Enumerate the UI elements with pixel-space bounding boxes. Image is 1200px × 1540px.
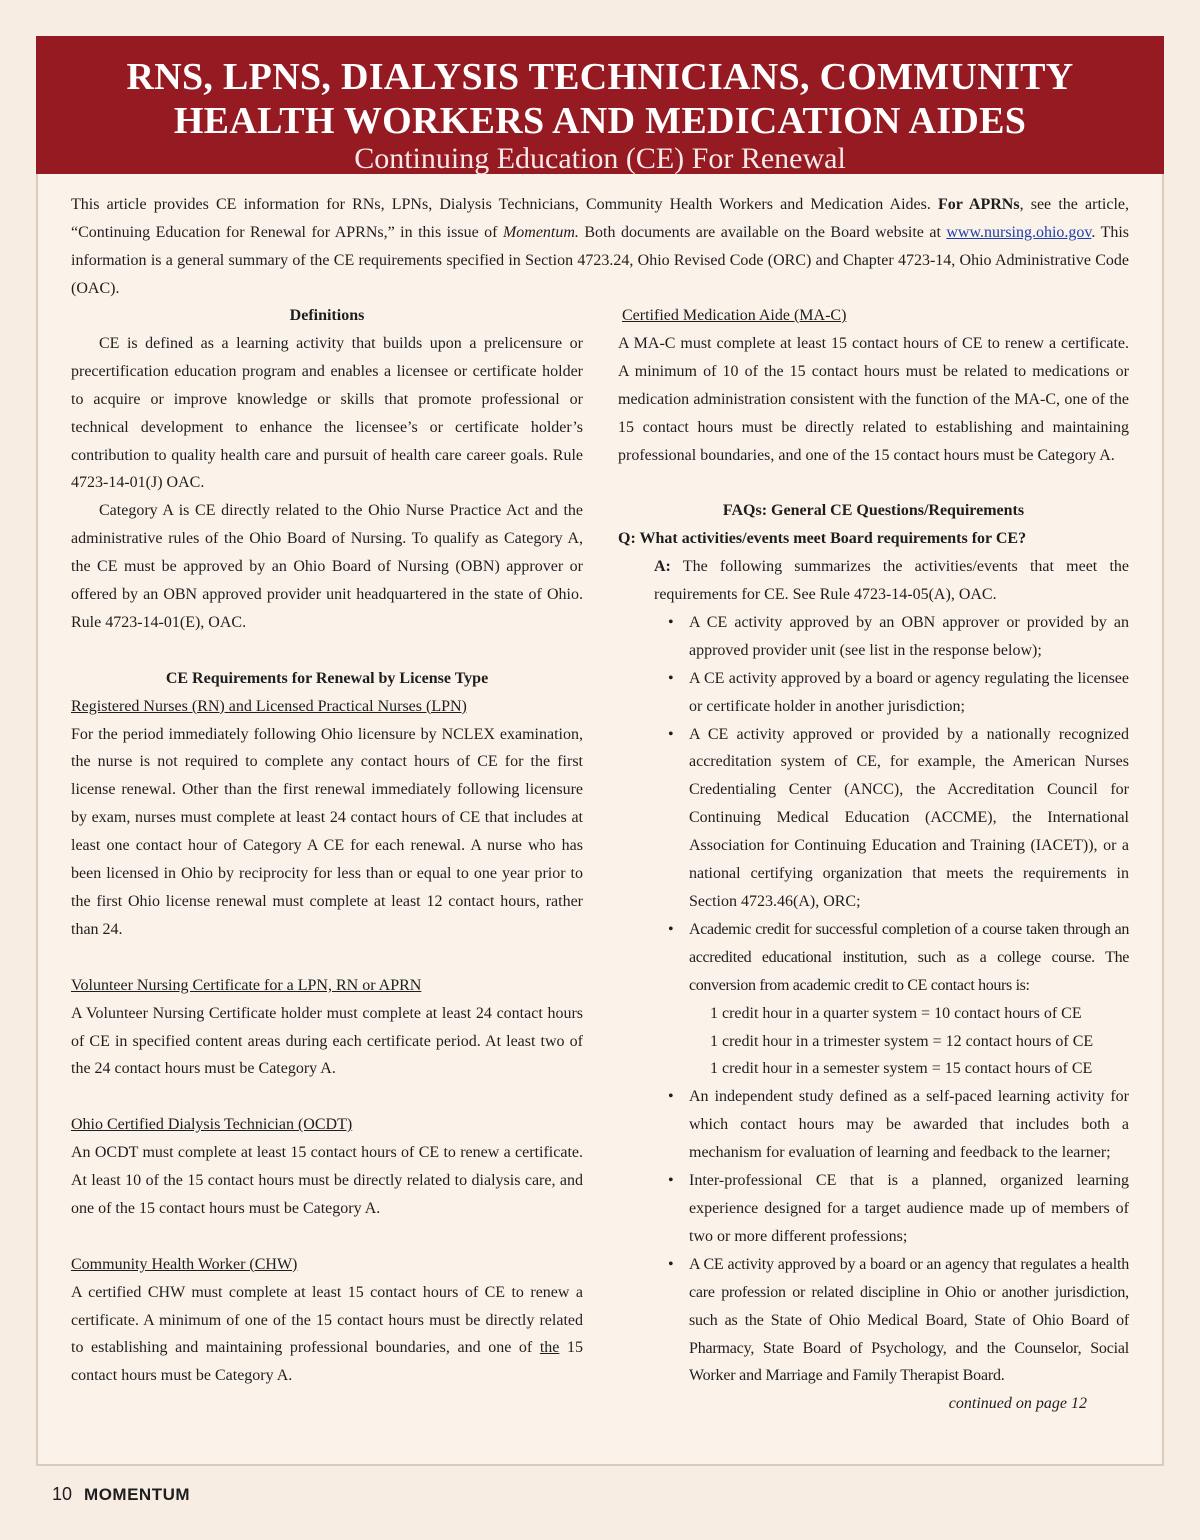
faq-question: Q: What activities/events meet Board requirements for CE? (618, 530, 1027, 548)
page-title (36, 36, 1164, 143)
left-column (71, 302, 583, 1390)
list-item-text: Inter-professional CE that is a planned, organized learning experience designed for a target audience made up of members of two or more different professions; (689, 1172, 1129, 1245)
intro-text: Both documents are available on the Board website at (578, 224, 947, 241)
list-item-text: A CE activity approved by a board or agency regulating the licensee or certificate holder in another jurisdiction; (689, 669, 1129, 715)
list-item (618, 609, 1129, 665)
list-item (618, 1083, 1129, 1167)
bullet-icon: • (668, 613, 674, 631)
mac-heading-text: Certified Medication Aide (MA-C) (622, 307, 847, 324)
list-item-text: A CE activity approved by a board or an agency that regulates a health care profession or related discipline in Ohio or another jurisdiction, such as the State of Ohio Medical Board, State of Ohio Board of Pharmacy, State Board of Psychology, and the Counselor, Social Worker and Marriage and Family Therapist Board. (689, 1255, 1129, 1385)
rn-lpn-text: For the period immediately following Ohio licensure by NCLEX examination, the nurse is not required to complete any contact hours of CE for the first license renewal. Other than the first renewal immediately following licensure by exam, nurses must complete at least 24 contact hours of CE that includes at least one contact hour of Category A CE for each renewal. A nurse who has been licensed in Ohio by reciprocity for less than or equal to one year prior to the first Ohio license renewal must complete at least 12 contact hours, rather than 24. (71, 725, 583, 938)
page-number: 10 (52, 1484, 73, 1504)
page-subtitle: Continuing Education (CE) For Renewal (354, 142, 846, 175)
intro-bold: For APRNs (938, 196, 1020, 213)
ce-activity-list-continued (618, 1083, 1129, 1390)
chw-text-part: 15 contact hours must be Category A. (71, 1339, 583, 1385)
list-item (618, 665, 1129, 721)
answer-label: A: (654, 558, 671, 576)
answer-text: The following summarizes the activities/events that meet the requirements for CE. See Rule 4723-14-05(A), OAC. (654, 558, 1129, 604)
title-banner (36, 36, 1164, 174)
ce-activity-list (618, 609, 1129, 1000)
bullet-icon: • (668, 669, 674, 687)
list-item (618, 916, 1129, 1000)
rn-lpn-heading: Registered Nurses (RN) and Licensed Practical Nurses (LPN) (71, 697, 467, 715)
mac-text: A MA-C must complete at least 15 contact hours of CE to renew a certificate. A minimum of 10 of the 15 contact hours must be related to medications or medication administration consistent with the function of the MA-C, one of the 15 contact hours must be directly related to establishing and maintaining professional boundaries, and one of the 15 contact hours must be Category A. (618, 334, 1129, 464)
list-item-text: A CE activity approved by an OBN approver or provided by an approved provider unit (see list in the response below); (689, 613, 1129, 659)
volunteer-text: A Volunteer Nursing Certificate holder must complete at least 24 contact hours of CE in specified content areas during each certificate period. At least two of the 24 contact hours must be Category A. (71, 1004, 583, 1078)
right-column (618, 302, 1129, 1418)
page-footer (52, 1484, 190, 1505)
requirements-heading: CE Requirements for Renewal by License Type (165, 669, 489, 687)
list-item (618, 1167, 1129, 1251)
ocdt-heading: Ohio Certified Dialysis Technician (OCDT) (71, 1116, 353, 1134)
magazine-name: MOMENTUM (84, 1485, 191, 1504)
chw-text (71, 1279, 583, 1391)
conversion-line: 1 credit hour in a quarter system = 10 contact hours of CE (710, 1004, 1082, 1022)
continued-note: continued on page 12 (948, 1395, 1087, 1413)
mac-heading (618, 302, 1129, 330)
bullet-icon: • (668, 1255, 674, 1273)
definitions-paragraph-2: Category A is CE directly related to the Ohio Nurse Practice Act and the administrative rules of the Ohio Board of Nursing. To qualify as Category A, the CE must be approved by an Ohio Board of Nursing (OBN) approver or offered by an OBN approved provider unit headquartered in the state of Ohio. Rule 4723-14-01(E), OAC. (71, 502, 583, 631)
chw-heading: Community Health Worker (CHW) (71, 1255, 298, 1273)
list-item (618, 721, 1129, 916)
faq-answer (618, 553, 1129, 609)
title-line-2: HEALTH WORKERS AND MEDICATION AIDES (173, 100, 1027, 142)
title-line-1: RNS, LPNS, DIALYSIS TECHNICIANS, COMMUNITY (126, 56, 1074, 98)
chw-text-underlined: the (539, 1339, 560, 1357)
chw-text-part: A certified CHW must complete at least 15 contact hours of CE to renew a certificate. A minimum of one of the 15 contact hours must be directly related to establishing and maintaining professional boundaries, and one of (71, 1283, 583, 1357)
intro-paragraph (71, 191, 1129, 303)
volunteer-heading: Volunteer Nursing Certificate for a LPN, RN or APRN (71, 976, 422, 994)
conversion-line: 1 credit hour in a semester system = 15 contact hours of CE (710, 1060, 1093, 1078)
list-item (618, 1251, 1129, 1391)
intro-text: . This information is a general summary of the CE requirements specified in Section 4723.24, Ohio Revised Code (ORC) and Chapter 4723-14, Ohio Administrative Code (OAC). (71, 224, 1130, 297)
bullet-icon: • (668, 920, 674, 938)
bullet-icon: • (668, 1088, 674, 1106)
conversion-line: 1 credit hour in a trimester system = 12 contact hours of CE (710, 1032, 1094, 1050)
bullet-icon: • (668, 1172, 674, 1190)
bullet-icon: • (668, 725, 674, 743)
definitions-heading: Definitions (289, 307, 365, 324)
intro-text: , see the article, “Continuing Education for Renewal for APRNs,” in this issue of (71, 196, 1129, 241)
list-item-text: A CE activity approved or provided by a nationally recognized accreditation system of CE, for example, the American Nurses Credentialing Center (ANCC), the Accreditation Council for Continuing Medical Education (ACCME), the International Association for Continuing Education and Training (IACET)), or a national certifying organization that meets the requirements in Section 4723.46(A), ORC; (689, 725, 1129, 911)
intro-text: This article provides CE information for RNs, LPNs, Dialysis Technicians, Community Health Workers and Medication Aides. (71, 196, 939, 213)
faq-heading: FAQs: General CE Questions/Requirements (722, 502, 1025, 520)
definitions-paragraph-1: CE is defined as a learning activity that builds upon a prelicensure or precertification education program and enables a licensee or certificate holder to acquire or improve knowledge or skills that promote professional or technical development to enhance the licensee’s or certificate holder’s contribution to quality health care and pursuit of health care career goals. Rule 4723-14-01(J) OAC. (71, 334, 583, 492)
ocdt-text: An OCDT must complete at least 15 contact hours of CE to renew a certificate. At least 10 of the 15 contact hours must be directly related to dialysis care, and one of the 15 contact hours must be Category A. (71, 1144, 583, 1217)
list-item-text: Academic credit for successful completion of a course taken through an accredited educational institution, such as a college course. The conversion from academic credit to CE contact hours is: (689, 920, 1129, 994)
board-website-link[interactable]: www.nursing.ohio.gov (946, 224, 1092, 241)
intro-italic: Momentum. (502, 224, 579, 241)
list-item-text: An independent study defined as a self-paced learning activity for which contact hours may be awarded that includes both a mechanism for evaluation of learning and feedback to the learner; (689, 1088, 1129, 1162)
